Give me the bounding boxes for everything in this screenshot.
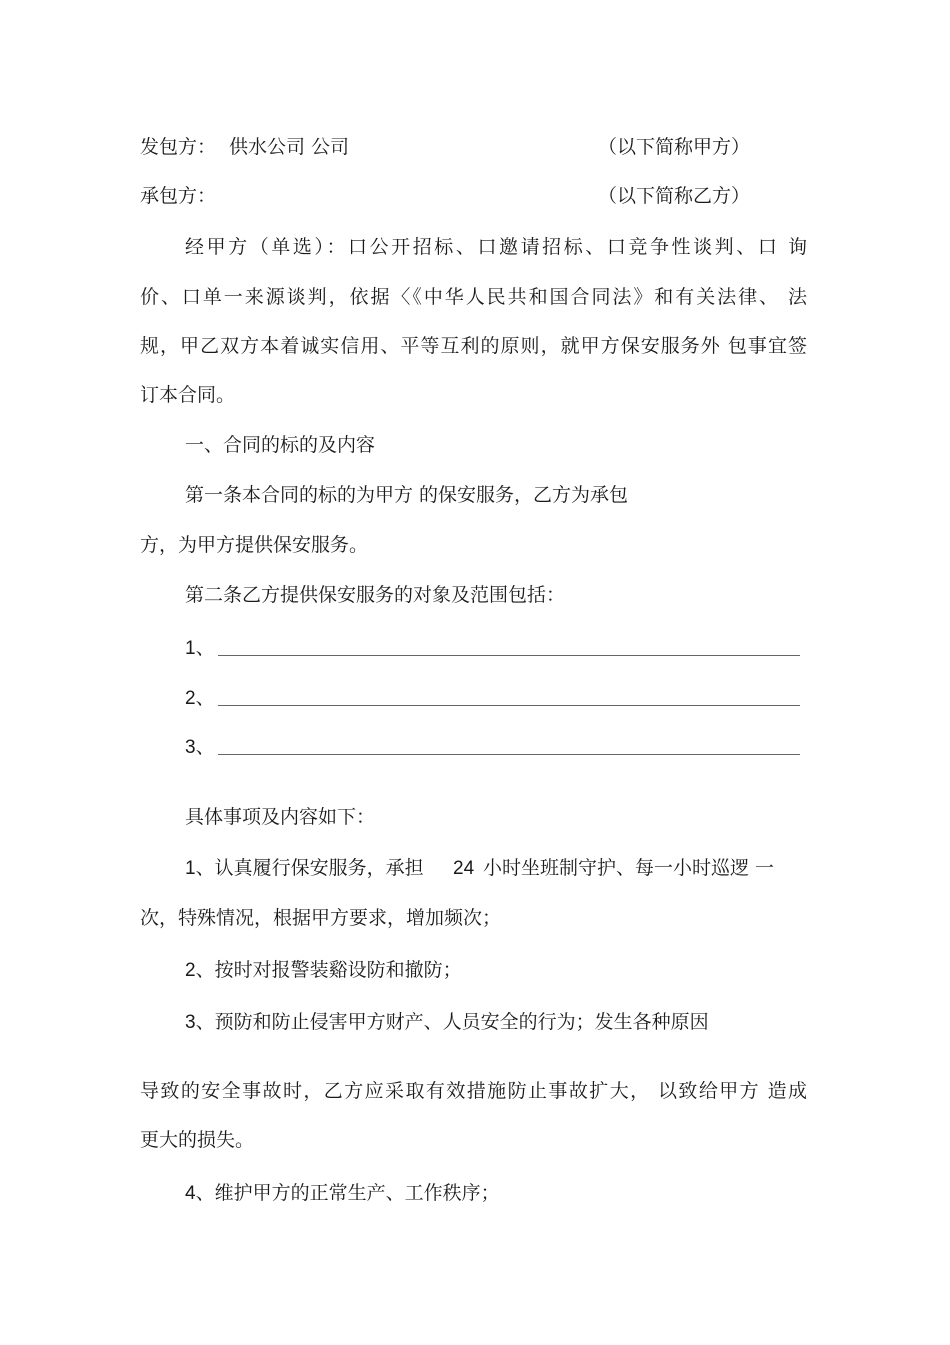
detail-item-1-number: 1、 — [185, 858, 215, 879]
employer-name: 供水公司 公司 — [229, 136, 350, 158]
detail-item-1-line-2: 次，特殊情况，根据甲方要求，增加频次； — [140, 907, 502, 929]
intro-line-3: 规，甲乙双方本着诚实信用、平等互利的原则，就甲方保安服务外 包事宜签 — [140, 335, 807, 357]
detail-item-3-number: 3、 — [185, 1012, 215, 1033]
section-heading: 一、合同的标的及内容 — [185, 434, 376, 456]
blank-item-3-number: 3、 — [185, 737, 215, 758]
contractor-label: 承包方： — [140, 185, 217, 207]
employer-label: 发包方： — [140, 136, 217, 158]
detail-item-2-text: 按时对报警装谿设防和撤防； — [214, 959, 462, 981]
detail-item-1-text-a: 认真履行保安服务，承担 — [214, 857, 424, 879]
detail-item-1-text-b: 小时坐班制守护、每一小时巡逻 一 — [483, 857, 775, 879]
blank-item-1-line[interactable] — [218, 655, 800, 656]
intro-line-4: 订本合同。 — [140, 384, 236, 406]
intro-line-2: 价、口单一来源谈判，依据〈《中华人民共和国合同法》和有关法律、 法 — [140, 286, 807, 308]
details-heading: 具体事项及内容如下： — [185, 806, 376, 828]
blank-item-2-line[interactable] — [218, 705, 800, 706]
detail-item-4 — [185, 1184, 500, 1203]
contractor-alias: （以下简称乙方） — [598, 185, 751, 207]
blank-item-3-line[interactable] — [218, 754, 800, 755]
blank-item-1-number: 1、 — [185, 638, 215, 659]
detail-item-1-hours: 24 — [453, 858, 475, 879]
detail-item-3-line-2: 导致的安全事故时，乙方应采取有效措施防止事故扩大， 以致给甲方 造成 — [140, 1080, 807, 1102]
detail-item-2-number: 2、 — [185, 960, 215, 981]
detail-item-2 — [185, 961, 462, 980]
article-1-line-1: 第一条本合同的标的为甲方 的保安服务，乙方为承包 — [185, 484, 629, 506]
detail-item-3-line-3: 更大的损失。 — [140, 1129, 255, 1151]
blank-item-2-number: 2、 — [185, 688, 215, 709]
detail-item-4-number: 4、 — [185, 1183, 215, 1204]
detail-item-3-text: 预防和防止侵害甲方财产、人员安全的行为；发生各种原因 — [214, 1011, 709, 1033]
article-2: 第二条乙方提供保安服务的对象及范围包括： — [185, 584, 566, 606]
detail-item-1 — [185, 859, 424, 878]
detail-item-3 — [185, 1013, 709, 1032]
intro-line-1: 经甲方（单选）：口公开招标、口邀请招标、口竞争性谈判、口 询 — [185, 236, 807, 258]
employer-alias: （以下简称甲方） — [598, 136, 751, 158]
article-1-line-2: 方，为甲方提供保安服务。 — [140, 534, 369, 556]
detail-item-4-text: 维护甲方的正常生产、工作秩序； — [214, 1182, 500, 1204]
